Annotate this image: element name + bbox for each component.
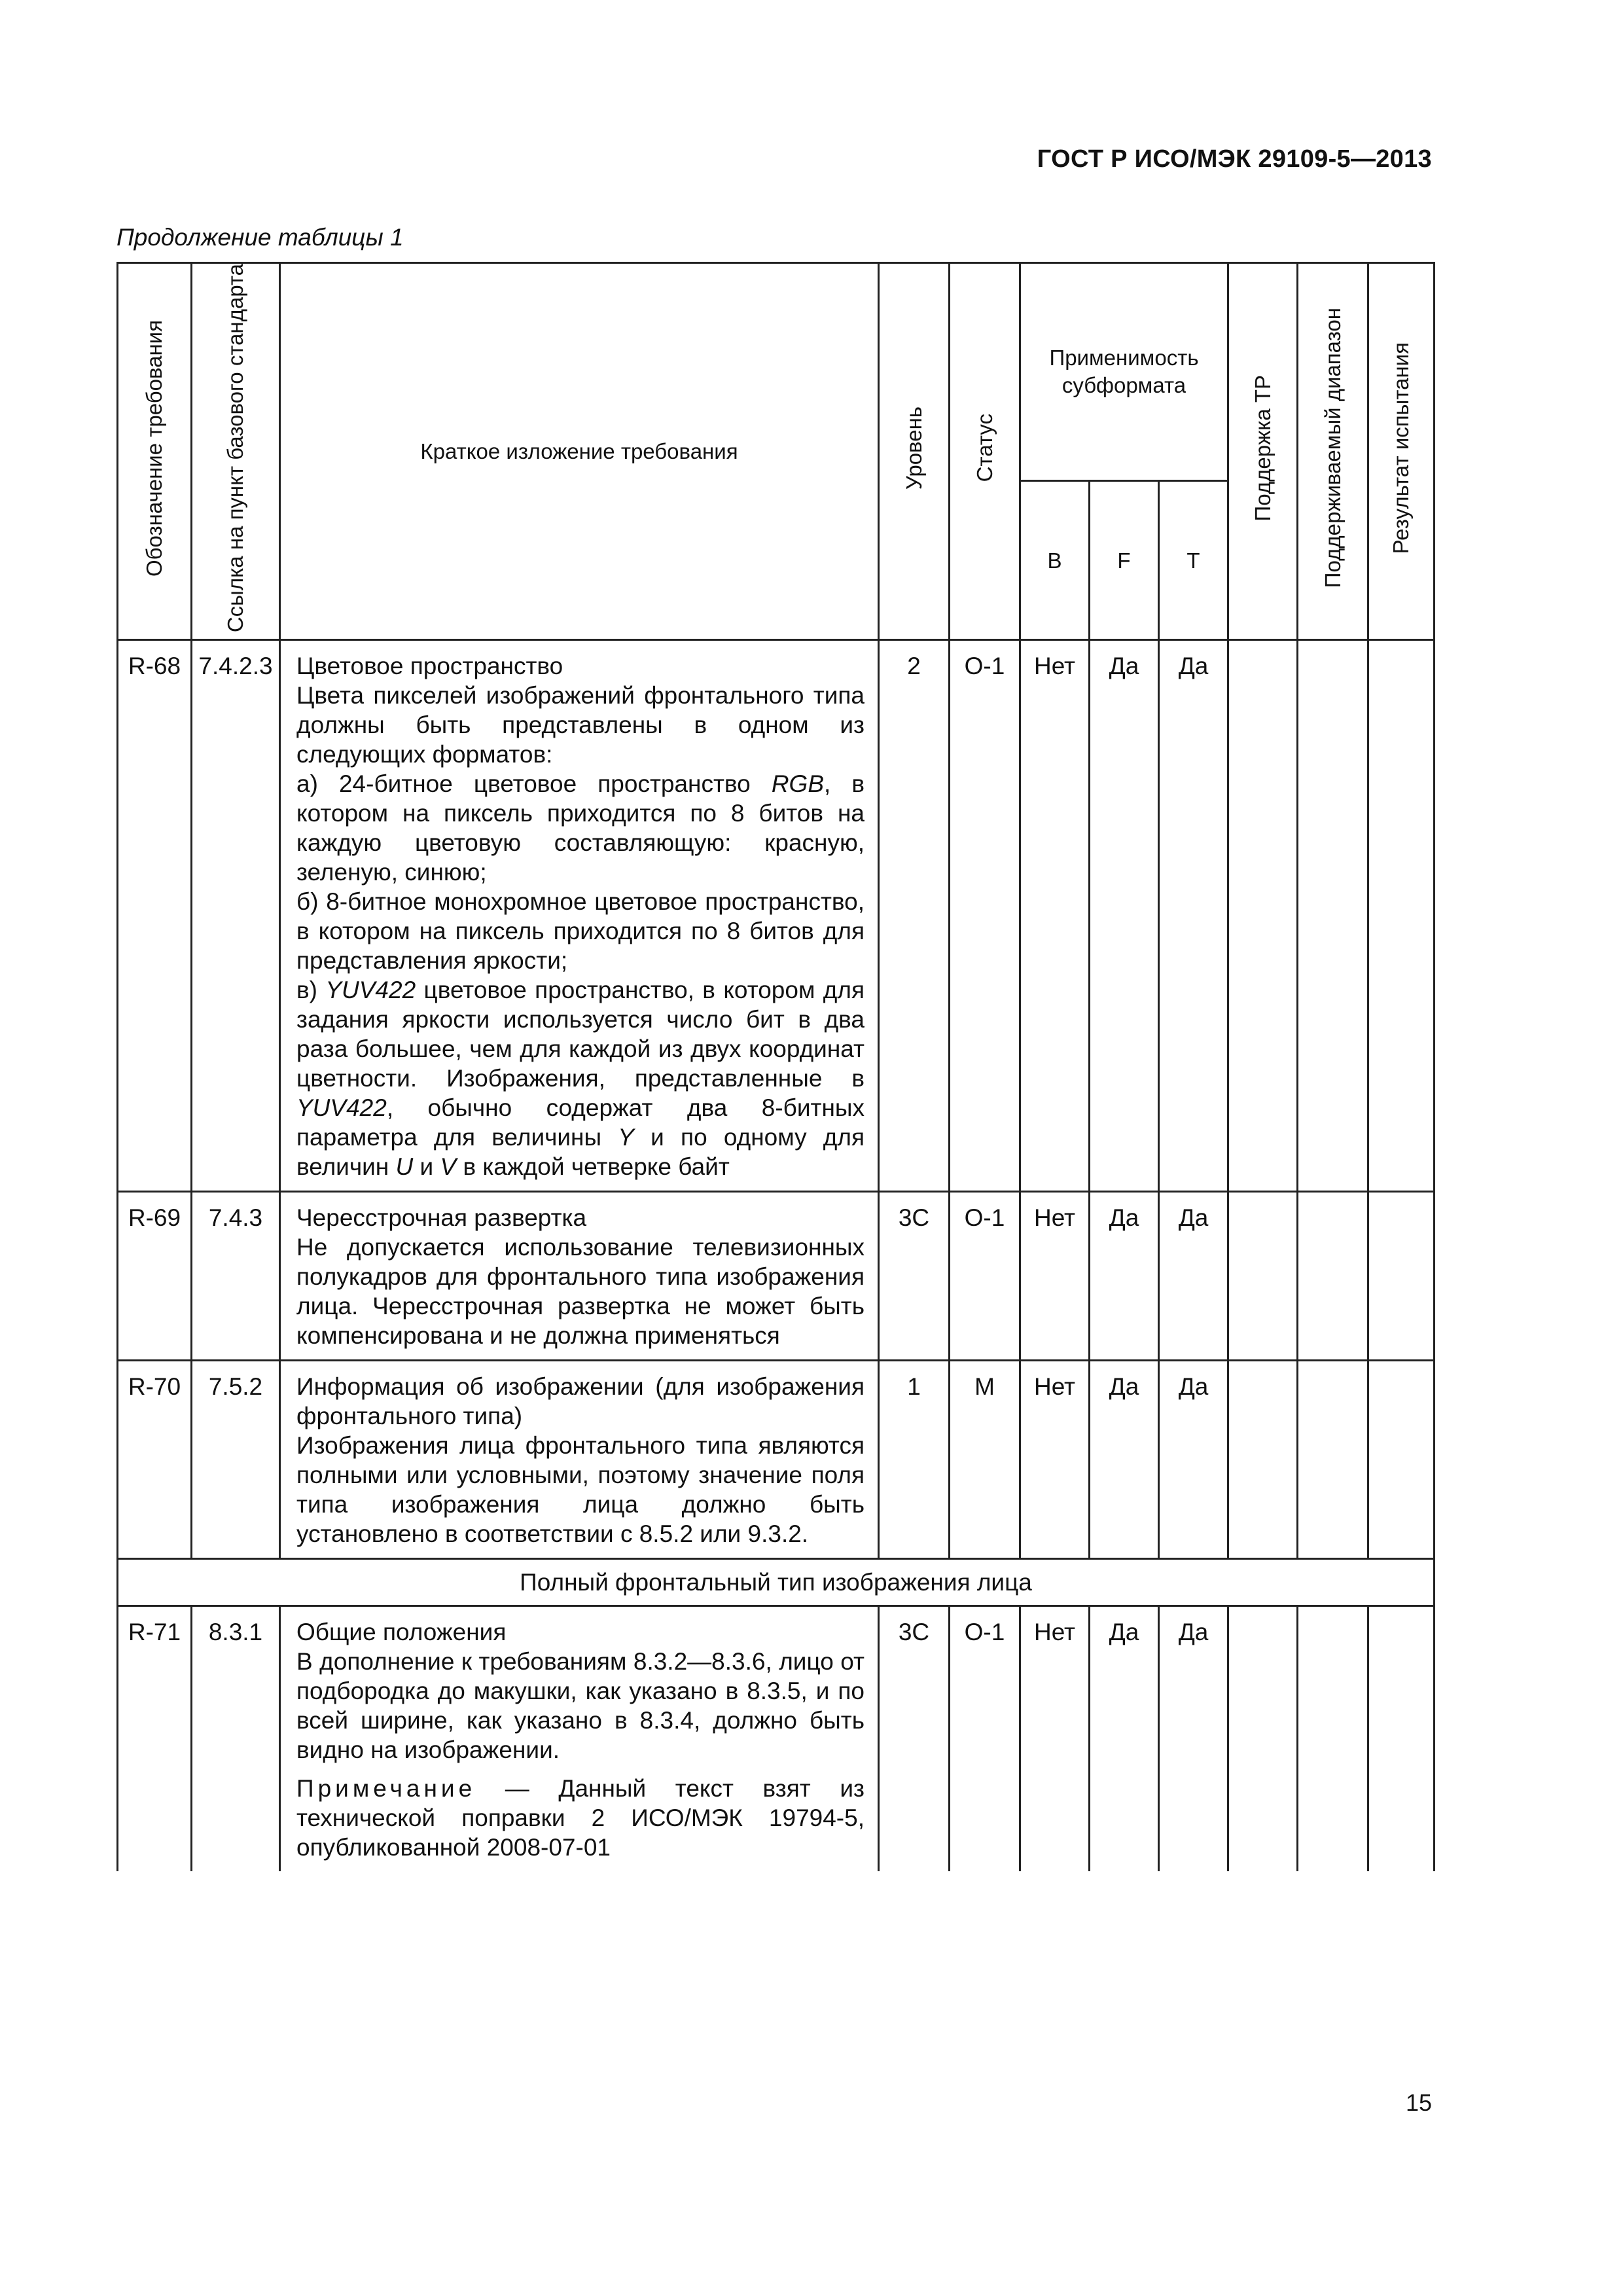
page-number: 15	[1405, 2089, 1432, 2116]
table-row	[118, 1606, 1435, 1872]
subformat-t-header: T	[1159, 481, 1228, 640]
row-tp-support	[1228, 1361, 1298, 1559]
row-item-a: а) 24-битное цветовое пространство RGB, в котором на пиксель приходится по 8 битов на каждую цветовую составляющую: красную, зеленую, синюю;	[296, 770, 865, 886]
row-text: Не допускается использование телевизионных полукадров для фронтального типа изображения лица. Чересстрочная развертка не может быть компенсирована и не должна применяться	[296, 1234, 865, 1350]
subformat-b-header: B	[1020, 481, 1090, 640]
row-text: В дополнение к требованиям 8.3.2—8.3.6, лицо от подбородка до макушки, как указано в 8.3.5, и по всей ширине, как указано в 8.3.4, должно быть видно на изображении.	[296, 1648, 865, 1764]
row-item-c: в) YUV422 цветовое пространство, в котором для задания яркости используется число бит в два раза большее, чем для каждой из двух координат цветности. Изображения, представленные в YUV422, обычно содержат два 8-битных параметра для величины Y и по одному для величин U и V в каждой четверке байт	[296, 977, 865, 1181]
row-title: Общие положения	[296, 1619, 507, 1646]
row-test-result	[1368, 1361, 1435, 1559]
row-reference: 7.4.2.3	[192, 640, 280, 1192]
row-subformat-b: Нет	[1020, 640, 1090, 1192]
row-subformat-f: Да	[1090, 1192, 1159, 1361]
row-level: 2	[879, 640, 950, 1192]
row-test-result	[1368, 1192, 1435, 1361]
col-supported-range-header: Поддерживаемый диапазон	[1298, 263, 1368, 640]
row-designation: R-70	[118, 1361, 192, 1559]
row-note: Примечание — Данный текст взят из технической поправки 2 ИСО/МЭК 19794-5, опубликованной 2008-07-01	[296, 1775, 865, 1861]
row-test-result	[1368, 1606, 1435, 1872]
col-status-header: Статус	[950, 263, 1020, 640]
row-level: 3С	[879, 1192, 950, 1361]
row-summary	[280, 1606, 879, 1872]
col-test-result-header: Результат испытания	[1368, 263, 1435, 640]
row-subformat-b: Нет	[1020, 1192, 1090, 1361]
header-row	[118, 263, 1435, 481]
row-subformat-b: Нет	[1020, 1606, 1090, 1872]
subformat-f-header: F	[1090, 481, 1159, 640]
table-row	[118, 1192, 1435, 1361]
row-subformat-f: Да	[1090, 1361, 1159, 1559]
col-applicability-header: Применимость субформата	[1020, 263, 1228, 481]
row-text: Цвета пикселей изображений фронтального типа должны быть представлены в одном из следующих форматов:	[296, 682, 865, 768]
row-supported-range	[1298, 1192, 1368, 1361]
row-tp-support	[1228, 640, 1298, 1192]
row-text: Изображения лица фронтального типа являются полными или условными, поэтому значение поля типа изображения лица должно быть установлено в соответствии с 8.5.2 или 9.3.2.	[296, 1432, 865, 1548]
col-reference-header: Ссылка на пункт базового стандарта	[192, 263, 280, 640]
table-caption: Продолжение таблицы 1	[116, 224, 404, 251]
row-reference: 7.4.3	[192, 1192, 280, 1361]
row-title: Чересстрочная развертка	[296, 1204, 587, 1232]
section-row	[118, 1559, 1435, 1606]
row-summary	[280, 1192, 879, 1361]
row-designation: R-71	[118, 1606, 192, 1872]
table-row	[118, 1361, 1435, 1559]
col-summary-header: Краткое изложение требования	[280, 263, 879, 640]
row-test-result	[1368, 640, 1435, 1192]
col-tp-support-header: Поддержка ТР	[1228, 263, 1298, 640]
row-status: О-1	[950, 640, 1020, 1192]
row-reference: 8.3.1	[192, 1606, 280, 1872]
row-tp-support	[1228, 1192, 1298, 1361]
requirements-table	[116, 262, 1435, 1871]
table-row	[118, 640, 1435, 1192]
col-designation-header: Обозначение требования	[118, 263, 192, 640]
row-status: О-1	[950, 1606, 1020, 1872]
row-summary	[280, 640, 879, 1192]
row-subformat-f: Да	[1090, 1606, 1159, 1872]
row-supported-range	[1298, 1361, 1368, 1559]
row-designation: R-69	[118, 1192, 192, 1361]
row-title: Цветовое пространство	[296, 653, 563, 680]
row-status: О-1	[950, 1192, 1020, 1361]
row-level: 3С	[879, 1606, 950, 1872]
document-number: ГОСТ Р ИСО/МЭК 29109-5—2013	[1037, 145, 1432, 173]
row-subformat-t: Да	[1159, 640, 1228, 1192]
row-subformat-t: Да	[1159, 1606, 1228, 1872]
row-subformat-f: Да	[1090, 640, 1159, 1192]
section-title: Полный фронтальный тип изображения лица	[118, 1559, 1435, 1606]
row-summary	[280, 1361, 879, 1559]
row-reference: 7.5.2	[192, 1361, 280, 1559]
row-supported-range	[1298, 1606, 1368, 1872]
row-designation: R-68	[118, 640, 192, 1192]
row-subformat-b: Нет	[1020, 1361, 1090, 1559]
col-level-header: Уровень	[879, 263, 950, 640]
row-status: М	[950, 1361, 1020, 1559]
row-item-b: б) 8-битное монохромное цветовое пространство, в котором на пиксель приходится по 8 битов для представления яркости;	[296, 888, 865, 975]
row-level: 1	[879, 1361, 950, 1559]
row-supported-range	[1298, 640, 1368, 1192]
row-subformat-t: Да	[1159, 1192, 1228, 1361]
row-tp-support	[1228, 1606, 1298, 1872]
row-subformat-t: Да	[1159, 1361, 1228, 1559]
row-title: Информация об изображении (для изображения фронтального типа)	[296, 1373, 865, 1430]
